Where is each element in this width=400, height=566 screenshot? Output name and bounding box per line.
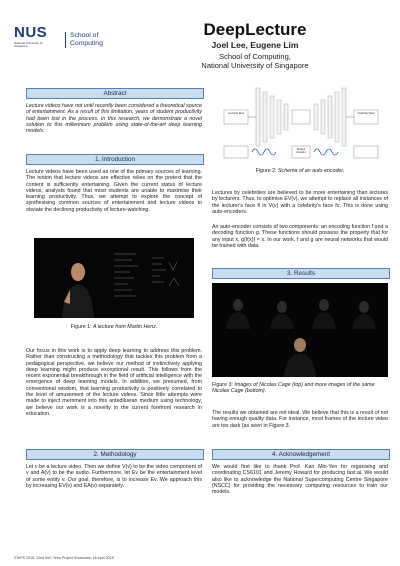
introduction-para-1: Lecture videos have been used as one of the primary sources of learning. The notion that lecture videos are effective relies on the pretext that the content is sufficiently entertaining. Given the current status of lecture videos, analysts found that most students are unable to maximise their learning productivity. Thus, we attempt to explore the concept of synthesising common sources of entertainment and lecture videos to obviate the declining productivity of lecture-watching. <box>26 169 202 213</box>
introduction-heading: 1. Introduction <box>26 154 204 165</box>
figure-3-image <box>212 283 388 377</box>
results-text: The results we obtained are not ideal. We believe that this is a result of not having enough quality data. For instance, most frames of the lecture video are too dark (as seen in Figure 3. <box>212 410 388 429</box>
methodology-heading: 2. Methodology <box>26 449 204 460</box>
figure-1-caption <box>26 324 202 330</box>
nus-logo <box>14 24 124 58</box>
figure-2-label: Figure 2: <box>255 168 277 174</box>
lecture-frame-graphic <box>34 238 194 318</box>
figure-2-caption-text: Schema of an auto encoder. <box>278 168 345 174</box>
methodology-text: Let v be a lecture video. Then we define V(v) to be the video component of v and A(v) to be the audio. Furthermore, let Ev be the entertainment level of some entity v. Our goal, therefore, is to increase Ev. We approach this by increasing EV(v) and EA(v) separately. <box>26 464 202 489</box>
school-line-2: Computing <box>70 40 103 47</box>
abstract-heading: Abstract <box>26 88 204 99</box>
nus-logo-subtext: National University of Singapore <box>14 41 43 49</box>
nus-logo-text: NUS <box>14 24 48 41</box>
diagram-label-celebrity: Celebrity face <box>357 111 375 115</box>
figure-2-diagram <box>218 84 384 162</box>
dark-lecture-frames-graphic <box>212 283 388 377</box>
method-para-2: An auto-encoder consists of two components: an encoding function f and a decoding function g. These functions should possess the property that for any input x, g(f(x)) ≈ x. In our work, f and g are neural networks that would be trained with data. <box>212 224 388 249</box>
poster-affiliation <box>130 52 380 70</box>
acknowledgement-text: We would first like to thank Prof. Kan Min-Yen for organising and coordinating CS6101 and Jeremy Howard for producing fast.ai. We would also like to acknowledge the National Supercomputing Centre Singapore (NSCC) for providing the necessary computing resources to train our models. <box>212 464 388 496</box>
poster-title: DeepLecture <box>203 20 307 39</box>
school-line-1: School of <box>70 32 99 39</box>
affiliation-line-1: School of Computing, <box>219 52 291 61</box>
figure-1-image <box>34 238 194 318</box>
acknowledgement-heading: 4. Acknowledgement <box>212 449 390 460</box>
poster-authors: Joel Lee, Eugene Lim <box>211 40 299 50</box>
figure-3-label: Figure 3: <box>212 382 233 388</box>
diagram-label-lecturer: Lecturer face <box>227 111 245 115</box>
school-of-computing-label <box>65 32 103 48</box>
affiliation-line-2: National University of Singapore <box>201 61 309 70</box>
figure-3-caption-text: Images of Nicolas Cage (top) and more images of the same Nicolas Cage (bottom). <box>212 382 375 395</box>
figure-1-label: Figure 1: <box>70 324 92 330</box>
results-heading: 3. Results <box>212 268 390 279</box>
figure-1-caption-text: A lecture from Martin Henz. <box>93 324 158 330</box>
introduction-para-2: Our focus in this work is to apply deep learning to address this problem. Rather than constructing a methodology that tackles this problem from a pedagogical perspective, we believe our method of instinctively applying deep learning might produce exceptional result. This follows from the recent exponential breakthrough in the field of artificial intelligence with the emergence of deep learning models. In addition, we presumed, from conventional wisdom, that learning productivity is positively correlated to the level of amusement of the lecture videos. Since little attempts were made to inject merriment into this antediluvian medium using technology, we believe our work is a novelty in the current forefront research in education. <box>26 348 202 417</box>
diagram-label-encoder: Shared encoder <box>296 148 306 154</box>
figure-3-caption <box>212 382 388 395</box>
abstract-text: Lecture videos have not until recently been considered a theoretical source of entertainment. As a result of this limitation, years of student productivity had been lost in the process. In this research, we demonstrate a novel solution to this millennium problem using state-of-the-art deep learning models. <box>26 103 202 135</box>
poster-footer: STePS 2018, 12nd SoC Term Project Showcase, 18 April 2018 <box>14 556 114 560</box>
method-para-1: Lectures by celebrities are believed to be more entertaining than lectures by lecturers. Thus, to optimise EV(v), we attempt to replace all instances of the lecturer's face fl in V(v) with a celebrity's face fc. This is done using auto-encoders. <box>212 190 388 215</box>
figure-2-caption <box>212 168 388 174</box>
